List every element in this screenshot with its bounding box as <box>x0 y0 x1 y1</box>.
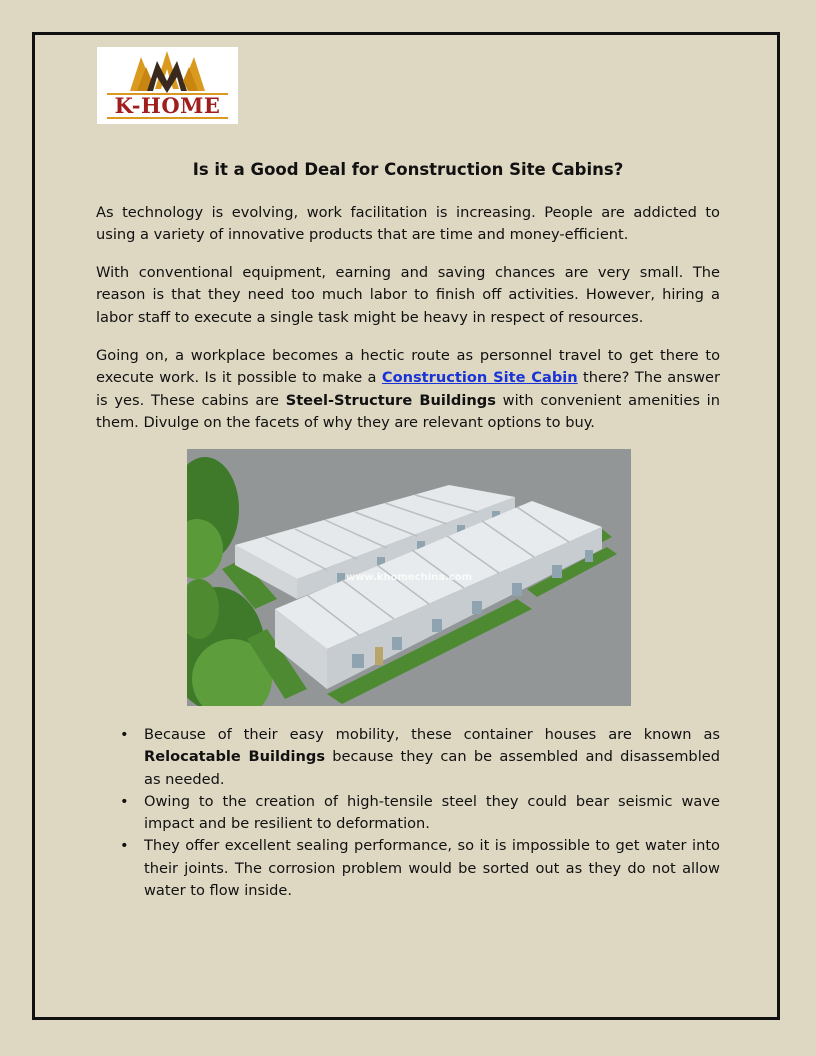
text-segment: Owing to the creation of high-tensile steel they could bear seismic wave impact and be resilient to deformation. <box>144 792 720 833</box>
cabins-photo <box>187 449 631 706</box>
text-segment: with convenient amenities in them. Divulge on the facets of why they are relevant options to buy. <box>96 391 720 431</box>
bullet-icon: • <box>120 726 129 743</box>
paragraph-intro: As technology is evolving, work facilitation is increasing. People are addicted to using a variety of innovative products that are time and money-efficient. <box>96 204 720 244</box>
list-item <box>96 791 720 836</box>
text-segment: Going on, a workplace becomes a hectic route as personnel travel to get there to execute work. Is it possible to make a <box>96 347 720 387</box>
benefits-list <box>96 724 720 902</box>
bold-term: Relocatable Buildings <box>144 748 326 766</box>
photo-watermark: www.khomechina.com <box>345 572 473 583</box>
page-title: Is it a Good Deal for Construction Site Cabins? <box>192 160 624 179</box>
bullet-icon: • <box>120 837 129 855</box>
text-segment: there? The answer is yes. These cabins are <box>96 369 720 409</box>
construction-site-cabin-link[interactable]: Construction Site Cabin <box>381 369 578 387</box>
text-segment: They offer excellent sealing performance, so it is impossible to get water into their joints. The corrosion problem would be sorted out as they do not allow water to flow inside. <box>144 837 720 900</box>
bold-term: Steel-Structure Buildings <box>285 391 496 409</box>
paragraph-conventional: With conventional equipment, earning and saving chances are very small. The reason is that they need too much labor to finish off activities. However, hiring a labor staff to execute a single task might be heavy in respect of resources. <box>96 264 720 326</box>
list-item <box>96 835 720 902</box>
list-item <box>96 724 720 791</box>
text-segment: Because of their easy mobility, these container houses are known as <box>144 726 720 743</box>
bullet-icon: • <box>120 792 129 810</box>
company-logo <box>97 47 238 124</box>
text-segment: because they can be assembled and disassembled as needed. <box>144 748 720 788</box>
logo-wordmark: K-HOME <box>114 93 221 118</box>
paragraph-cabins <box>96 345 720 434</box>
